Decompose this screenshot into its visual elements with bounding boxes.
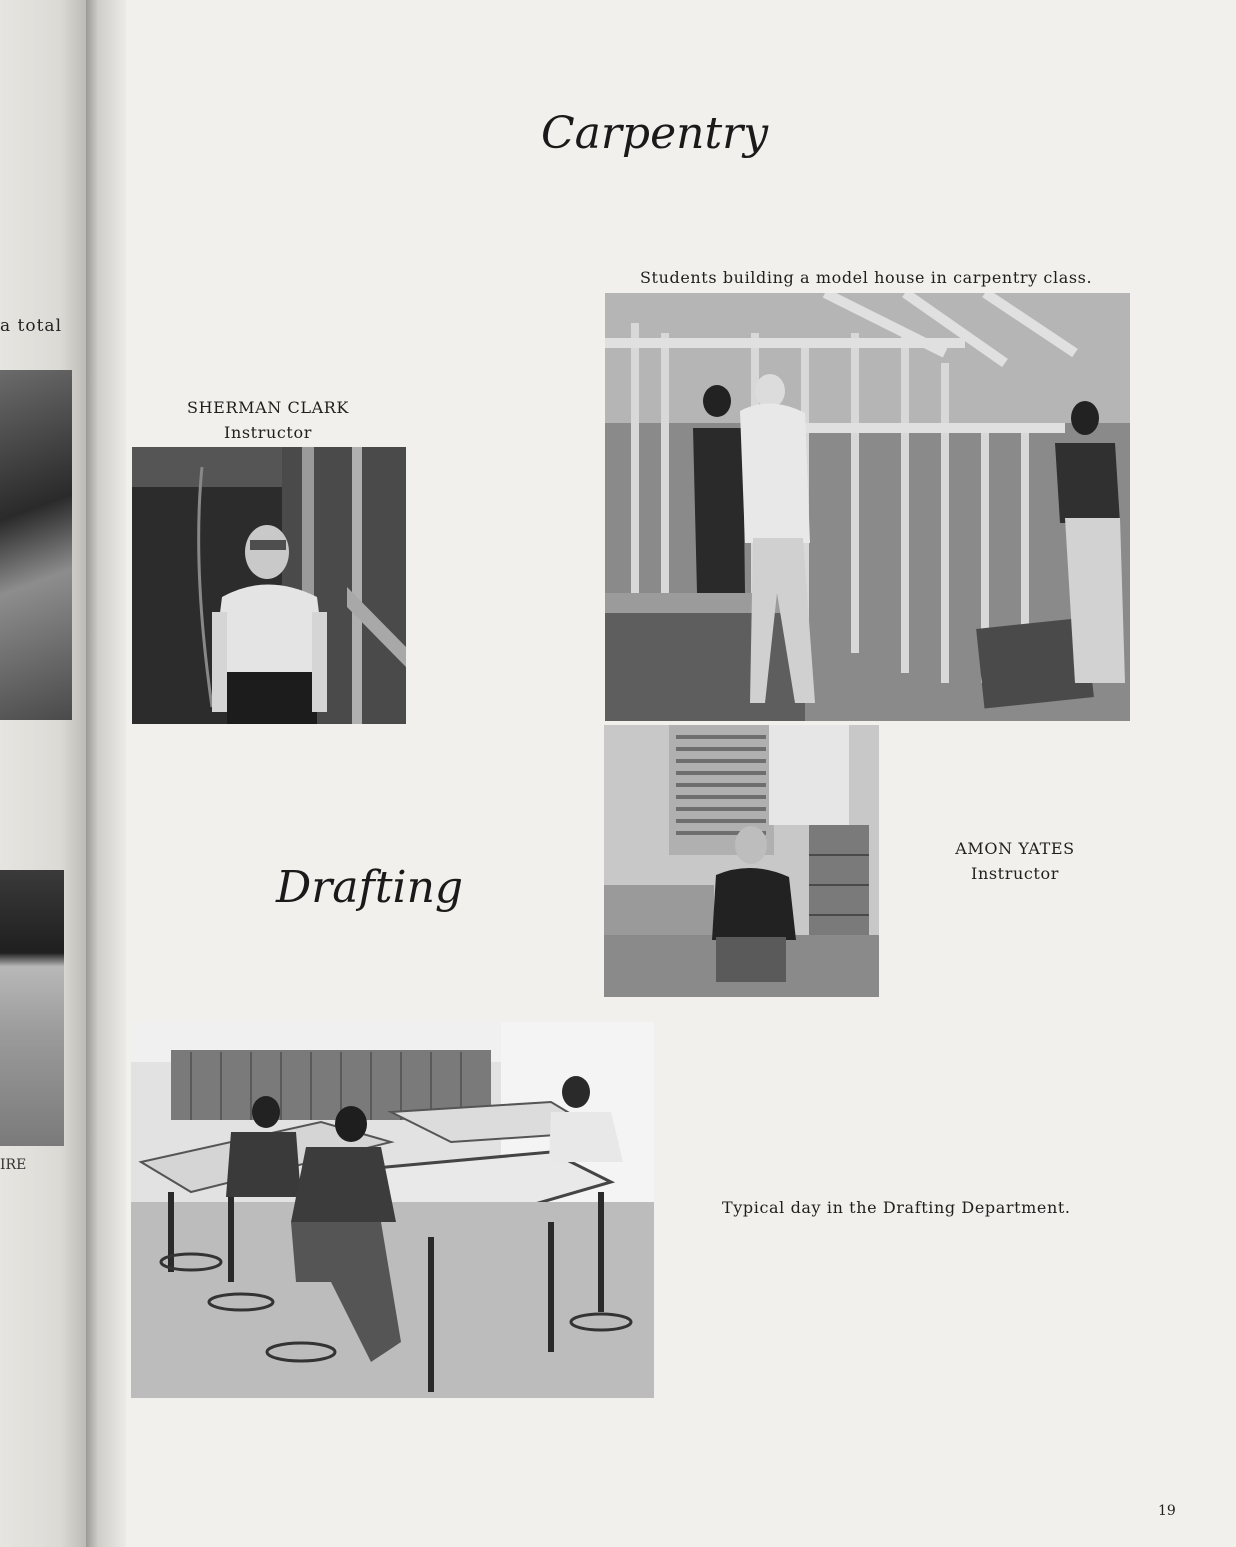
sherman-clark-photo (132, 447, 406, 724)
left-page-text: a total (0, 316, 63, 336)
page-number: 19 (1158, 1503, 1176, 1519)
left-page-photo-truck (0, 870, 64, 1146)
left-page-edge (0, 0, 86, 1547)
carpentry-heading: Carpentry (541, 108, 769, 159)
sherman-clark-label (168, 395, 368, 445)
instructor-name: AMON YATES (955, 839, 1075, 858)
instructor-title: Instructor (971, 864, 1059, 883)
left-page-photo-engine (0, 370, 72, 720)
amon-yates-label (935, 836, 1095, 886)
drafting-class-photo (131, 1022, 654, 1398)
drafting-heading: Drafting (276, 862, 464, 913)
instructor-title: Instructor (224, 423, 312, 442)
instructor-name: SHERMAN CLARK (187, 398, 349, 417)
amon-yates-photo (604, 725, 879, 997)
left-page-caption-fragment: IRE (0, 1157, 27, 1173)
page-gutter (86, 0, 126, 1547)
carpentry-photo-caption: Students building a model house in carpentry class. (640, 268, 1093, 287)
drafting-photo-caption: Typical day in the Drafting Department. (722, 1198, 1071, 1217)
carpentry-class-photo (605, 293, 1130, 721)
